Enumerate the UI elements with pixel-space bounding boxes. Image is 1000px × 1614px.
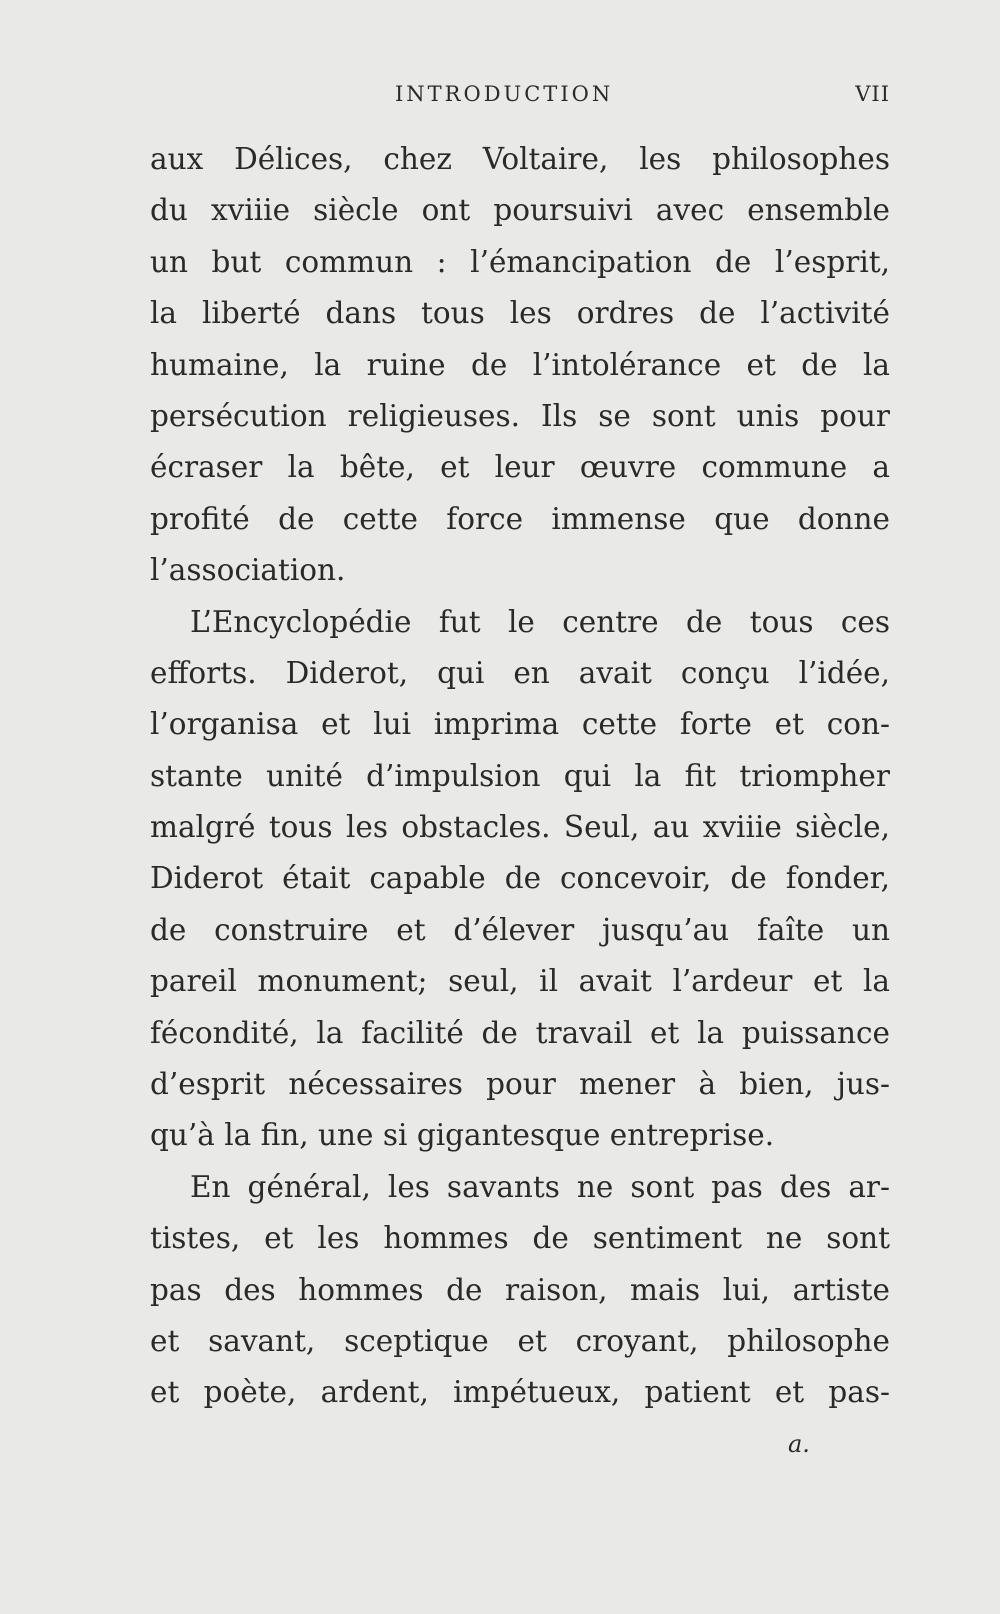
text-line: aux Délices, chez Voltaire, les philosophes — [150, 142, 890, 176]
signature-mark: a. — [788, 1430, 810, 1458]
text-line: malgré tous les obstacles. Seul, au xviiie siècle, — [150, 810, 890, 845]
text-line: profité de cette force immense que donne — [150, 501, 890, 536]
text-line: pareil monument; seul, il avait l’ardeur et la — [150, 964, 890, 999]
text-line: écraser la bête, et leur œuvre commune a — [150, 450, 890, 485]
text-line: de construire et d’élever jusqu’au faîte un — [150, 912, 890, 947]
text-line: L’Encyclopédie fut le centre de tous ces — [190, 604, 890, 639]
text-line: stante unité d’impulsion qui la fit triompher — [150, 758, 890, 793]
text-line: l’organisa et lui imprima cette forte et con- — [150, 707, 890, 742]
text-line: fécondité, la facilité de travail et la puissance — [150, 1015, 890, 1050]
text-line: En général, les savants ne sont pas des ar- — [190, 1169, 890, 1204]
text-line: du xviiie siècle ont poursuivi avec ensemble — [150, 193, 890, 228]
text-line: pas des hommes de raison, mais lui, artiste — [150, 1272, 890, 1307]
text-line: et savant, sceptique et croyant, philosophe — [150, 1323, 890, 1358]
body-text — [150, 134, 890, 1419]
text-line: un but commun : l’émancipation de l’esprit, — [150, 244, 890, 279]
text-line: d’esprit nécessaires pour mener à bien, jus- — [150, 1067, 890, 1102]
text-line: l’association. — [150, 553, 346, 588]
text-line: efforts. Diderot, qui en avait conçu l’idée, — [150, 655, 890, 690]
text-line: Diderot était capable de concevoir, de fonder, — [150, 861, 890, 896]
text-line: la liberté dans tous les ordres de l’activité — [150, 296, 890, 331]
running-title: INTRODUCTION — [395, 82, 614, 106]
text-line: et poète, ardent, impétueux, patient et pas- — [150, 1375, 890, 1410]
page-number: VII — [855, 82, 890, 106]
text-line: tistes, et les hommes de sentiment ne sont — [150, 1221, 890, 1256]
running-head — [150, 82, 890, 112]
text-line: humaine, la ruine de l’intolérance et de la — [150, 347, 890, 382]
text-line: persécution religieuses. Ils se sont unis pour — [150, 398, 890, 433]
text-line: qu’à la fin, une si gigantesque entreprise. — [150, 1118, 775, 1153]
